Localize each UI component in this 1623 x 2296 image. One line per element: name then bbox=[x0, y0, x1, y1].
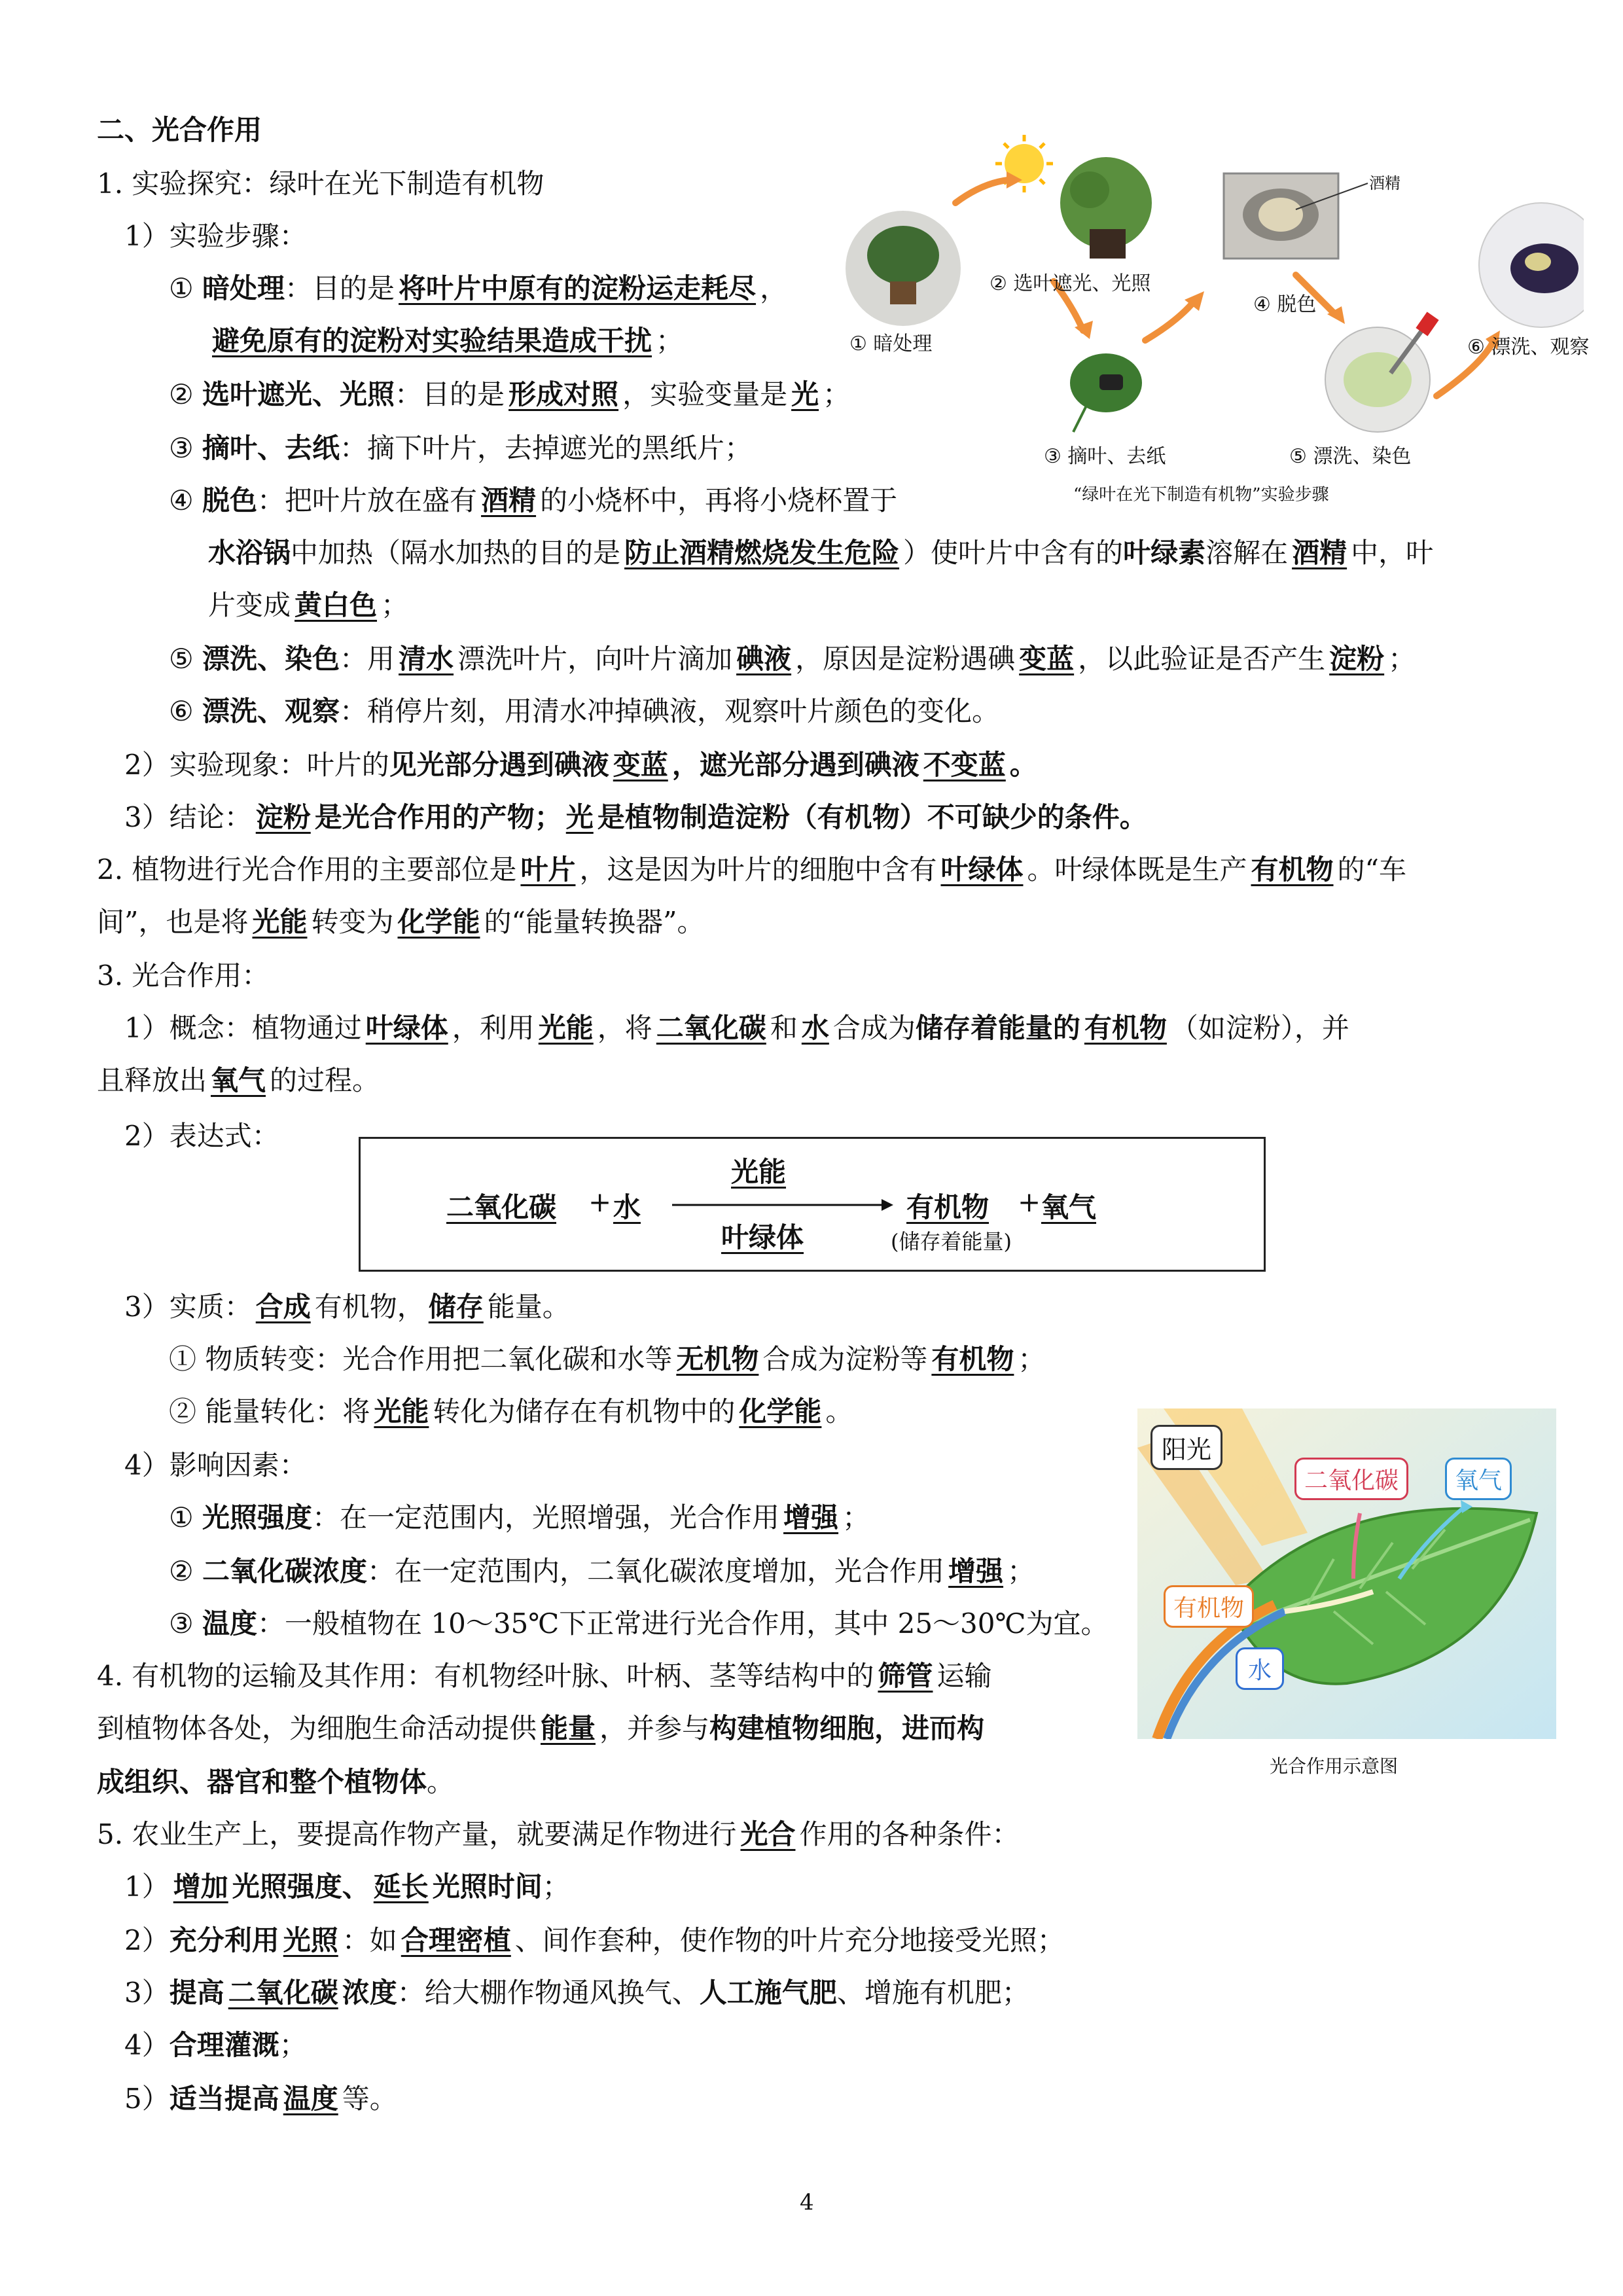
step-name: 脱色 bbox=[202, 484, 258, 516]
text: ：一般植物在 10～35℃下正常进行光合作用，其中 25～30℃为宜。 bbox=[257, 1607, 1109, 1640]
term: 充分利用 bbox=[169, 1924, 279, 1956]
steps-title: 1）实验步骤： bbox=[124, 220, 307, 252]
term: 合理灌溉 bbox=[169, 2029, 279, 2061]
answer: 叶绿体 bbox=[940, 853, 1024, 886]
text: ， bbox=[760, 272, 788, 304]
step-num: ④ bbox=[169, 484, 194, 516]
answer: 储存 bbox=[428, 1291, 484, 1323]
formula-plus: + bbox=[588, 1186, 612, 1218]
term: 光照强度、 bbox=[232, 1871, 370, 1903]
answer: 光能 bbox=[374, 1395, 429, 1427]
text: ：目的是 bbox=[395, 378, 505, 410]
text: ，以此验证是否产生 bbox=[1078, 643, 1326, 675]
conclusion bbox=[124, 797, 1147, 838]
formula-chloroplast: 叶绿体 bbox=[721, 1221, 804, 1253]
text: 且释放出 bbox=[97, 1064, 207, 1096]
photosynthesis-diagram bbox=[1137, 1408, 1556, 1749]
answer: 叶片 bbox=[520, 853, 576, 886]
num: 1） bbox=[124, 1871, 169, 1903]
answer: 水 bbox=[801, 1012, 829, 1044]
answer: 光能 bbox=[252, 906, 308, 938]
concept-line1 bbox=[124, 1008, 1349, 1049]
text: 等。 bbox=[342, 2083, 397, 2115]
num: 4） bbox=[124, 2029, 169, 2061]
term: 水浴锅 bbox=[208, 537, 291, 569]
step-num: ⑤ bbox=[169, 643, 194, 675]
organic-label: 有机物 bbox=[1164, 1585, 1254, 1628]
text: ② 能量转化：将 bbox=[169, 1395, 370, 1427]
term: 是光合作用的产物； bbox=[314, 801, 562, 833]
diagram1-label: ③ 摘叶、去纸 bbox=[1044, 445, 1166, 468]
water-label: 水 bbox=[1236, 1647, 1284, 1690]
text: 的“车 bbox=[1337, 853, 1406, 886]
formula-plus2: + bbox=[1018, 1186, 1041, 1218]
answer: 光 bbox=[565, 801, 594, 833]
answer: 变蓝 bbox=[1019, 643, 1075, 675]
text: ：给大棚作物通风换气、 bbox=[397, 1977, 700, 2009]
answer: 光 bbox=[791, 378, 819, 410]
text: ：在一定范围内，二氧化碳浓度增加，光合作用 bbox=[367, 1555, 945, 1587]
text: ； bbox=[279, 2029, 307, 2061]
answer: 酒精 bbox=[481, 484, 537, 516]
num: ① bbox=[169, 1501, 194, 1534]
text: ，利用 bbox=[452, 1012, 535, 1044]
text: 运输 bbox=[936, 1660, 992, 1692]
text: ，这是因为叶片的细胞中含有 bbox=[579, 853, 937, 886]
answer: 温度 bbox=[283, 2083, 338, 2115]
answer: 氧气 bbox=[211, 1064, 266, 1096]
text: 中，叶 bbox=[1351, 537, 1434, 569]
step-1 bbox=[169, 268, 787, 309]
text: 1）概念：植物通过 bbox=[124, 1012, 362, 1044]
diagram1-caption: “绿叶在光下制造有机物”实验步骤 bbox=[1073, 485, 1329, 505]
text: 合成为淀粉等 bbox=[762, 1343, 928, 1375]
answer: 化学能 bbox=[397, 906, 480, 938]
text: ； bbox=[1007, 1555, 1035, 1587]
answer: 增强 bbox=[783, 1501, 839, 1534]
s2-line2 bbox=[97, 902, 704, 942]
text: 、增施有机肥； bbox=[836, 1977, 1029, 2009]
text: 中加热（隔水加热的目的是 bbox=[291, 537, 621, 569]
text: ； bbox=[842, 1501, 870, 1534]
factors-title: 4）影响因素： bbox=[124, 1449, 307, 1481]
diagram1-label: ⑥ 漂洗、观察 bbox=[1467, 336, 1590, 359]
answer: 筛管 bbox=[878, 1660, 933, 1692]
text: ； bbox=[1388, 643, 1416, 675]
term: 人工施气肥 bbox=[699, 1977, 837, 2009]
text: ：目的是 bbox=[285, 272, 395, 304]
essence bbox=[124, 1287, 570, 1327]
text: 合成为 bbox=[832, 1012, 916, 1044]
step-1-cont bbox=[208, 321, 683, 361]
term: 浓度 bbox=[342, 1977, 397, 2009]
text: ； bbox=[656, 325, 684, 357]
answer: 增加 bbox=[173, 1871, 228, 1903]
term: 构建植物细胞，进而构 bbox=[709, 1712, 985, 1744]
s5-item-2 bbox=[124, 1920, 1065, 1961]
s1-title: 1. 实验探究：绿叶在光下制造有机物 bbox=[97, 168, 544, 200]
step-name: 摘叶、去纸 bbox=[202, 432, 340, 464]
expr-title: 2）表达式： bbox=[124, 1120, 279, 1152]
step-4-cont2 bbox=[208, 585, 408, 626]
text: （如淀粉），并 bbox=[1170, 1012, 1349, 1044]
term: 储存着能量的 bbox=[915, 1012, 1080, 1044]
answer: 合成 bbox=[255, 1291, 311, 1323]
formula-note: (储存着能量) bbox=[891, 1229, 1012, 1254]
text: 3）结论： bbox=[124, 801, 252, 833]
answer: 光照 bbox=[283, 1924, 338, 1956]
num: 2） bbox=[124, 1924, 169, 1956]
answer: 化学能 bbox=[739, 1395, 822, 1427]
text: 转变为 bbox=[311, 906, 394, 938]
formula-arrow bbox=[672, 1195, 895, 1215]
term: 光照时间 bbox=[432, 1871, 543, 1903]
s5-item-3 bbox=[124, 1973, 1029, 2013]
answer: 合理密植 bbox=[401, 1924, 511, 1956]
text: 。 bbox=[1009, 749, 1037, 781]
text: ，原因是淀粉遇碘 bbox=[795, 643, 1016, 675]
text: 能量。 bbox=[487, 1291, 570, 1323]
answer: 有机物 bbox=[931, 1343, 1014, 1375]
text: ① 物质转变：光合作用把二氧化碳和水等 bbox=[169, 1343, 673, 1375]
text: 、间作套种，使作物的叶片充分地接受光照； bbox=[514, 1924, 1065, 1956]
term: 是植物制造淀粉（有机物）不可缺少的条件。 bbox=[597, 801, 1147, 833]
term: 二氧化碳浓度 bbox=[202, 1555, 368, 1587]
answer: 淀粉 bbox=[255, 801, 311, 833]
s4-line3 bbox=[97, 1762, 454, 1803]
step-6 bbox=[169, 691, 999, 732]
text: ； bbox=[823, 378, 851, 410]
essence-1 bbox=[169, 1339, 1045, 1380]
text: 5. 农业生产上，要提高作物产量，就要满足作物进行 bbox=[97, 1818, 737, 1850]
formula-organic: 有机物 bbox=[906, 1191, 990, 1223]
text: ）使叶片中含有的 bbox=[903, 537, 1124, 569]
text: 。 bbox=[825, 1395, 853, 1427]
s2-line1 bbox=[97, 850, 1406, 890]
step-name: 漂洗、染色 bbox=[202, 643, 340, 675]
text: 片变成 bbox=[208, 589, 291, 621]
text: 2）实验现象：叶片的 bbox=[124, 749, 389, 781]
term: 见光部分遇到碘液 bbox=[389, 749, 609, 781]
answer: 无机物 bbox=[676, 1343, 759, 1375]
sunlight-label: 阳光 bbox=[1150, 1425, 1222, 1470]
text: 转化为储存在有机物中的 bbox=[433, 1395, 736, 1427]
s5-title bbox=[97, 1814, 1019, 1855]
text: 。叶绿体既是生产 bbox=[1027, 853, 1247, 886]
text: 和 bbox=[770, 1012, 798, 1044]
step-name: 漂洗、观察 bbox=[202, 695, 340, 727]
term: 光照强度 bbox=[202, 1501, 313, 1534]
text: 溶解在 bbox=[1205, 537, 1289, 569]
text: 4. 有机物的运输及其作用：有机物经叶脉、叶柄、茎等结构中的 bbox=[97, 1660, 874, 1692]
text: ：用 bbox=[340, 643, 395, 675]
step-2 bbox=[169, 374, 850, 415]
section-heading: 二、光合作用 bbox=[97, 114, 262, 146]
answer: 清水 bbox=[399, 643, 454, 675]
text: ，将 bbox=[597, 1012, 652, 1044]
diagram1-label: ④ 脱色 bbox=[1253, 293, 1317, 316]
concept-line2 bbox=[97, 1060, 380, 1101]
text: ：在一定范围内，光照增强，光合作用 bbox=[312, 1501, 780, 1534]
step-4 bbox=[169, 480, 897, 521]
answer: 二氧化碳 bbox=[228, 1977, 338, 2009]
num: 5） bbox=[124, 2083, 169, 2115]
term: ，遮光部分遇到碘液 bbox=[671, 749, 919, 781]
s4-line2 bbox=[97, 1708, 984, 1749]
step-name: 暗处理 bbox=[202, 272, 285, 304]
answer: 防止酒精燃烧发生危险 bbox=[624, 537, 900, 569]
text: 3）实质： bbox=[124, 1291, 252, 1323]
text: 有机物， bbox=[314, 1291, 425, 1323]
factor-1 bbox=[169, 1498, 870, 1538]
diagram2-caption: 光合作用示意图 bbox=[1270, 1755, 1399, 1777]
num: 3） bbox=[124, 1977, 169, 2009]
s5-item-4 bbox=[124, 2025, 307, 2066]
essence-2 bbox=[169, 1391, 853, 1432]
answer: 延长 bbox=[373, 1871, 429, 1903]
answer: 形成对照 bbox=[508, 378, 619, 410]
answer: 变蓝 bbox=[613, 749, 668, 781]
formula-oxygen: 氧气 bbox=[1041, 1191, 1097, 1223]
text: 到植物体各处，为细胞生命活动提供 bbox=[97, 1712, 537, 1744]
s4-line1 bbox=[97, 1656, 991, 1696]
page-number: 4 bbox=[800, 2189, 814, 2215]
step-num: ② bbox=[169, 378, 194, 410]
answer: 避免原有的淀粉对实验结果造成干扰 bbox=[212, 325, 652, 357]
text: ，实验变量是 bbox=[622, 378, 788, 410]
text: ：把叶片放在盛有 bbox=[257, 484, 478, 516]
answer: 酒精 bbox=[1292, 537, 1347, 569]
term: 温度 bbox=[202, 1607, 258, 1640]
answer: 有机物 bbox=[1251, 853, 1334, 886]
factor-2 bbox=[169, 1551, 1035, 1592]
answer: 淀粉 bbox=[1329, 643, 1385, 675]
s5-item-1 bbox=[124, 1867, 570, 1907]
step-3 bbox=[169, 428, 752, 469]
answer: 光合 bbox=[740, 1818, 796, 1850]
experiment-illustration bbox=[838, 131, 1584, 511]
alcohol-label: 酒精 bbox=[1369, 174, 1400, 192]
term: 提高 bbox=[169, 1977, 224, 2009]
step-name: 选叶遮光、光照 bbox=[202, 378, 395, 410]
diagram1-label: ② 选叶遮光、光照 bbox=[990, 272, 1151, 295]
text: 漂洗叶片，向叶片滴加 bbox=[457, 643, 733, 675]
text: ，并参与 bbox=[599, 1712, 710, 1744]
answer: 碘液 bbox=[736, 643, 792, 675]
text: ：稍停片刻，用清水冲掉碘液，观察叶片颜色的变化。 bbox=[340, 695, 1000, 727]
step-num: ③ bbox=[169, 432, 194, 464]
oxygen-label: 氧气 bbox=[1445, 1458, 1512, 1500]
formula-box bbox=[359, 1137, 1266, 1272]
step-5 bbox=[169, 639, 1416, 679]
text: 的过程。 bbox=[270, 1064, 380, 1096]
text: 。 bbox=[427, 1766, 455, 1798]
answer: 将叶片中原有的淀粉运走耗尽 bbox=[399, 272, 757, 304]
diagram1-label: ⑤ 漂洗、染色 bbox=[1289, 445, 1412, 468]
diagram1-label: ① 暗处理 bbox=[849, 332, 933, 355]
text: 的“能量转换器”。 bbox=[484, 906, 705, 938]
answer: 光能 bbox=[538, 1012, 594, 1044]
formula-co2: 二氧化碳 bbox=[446, 1191, 557, 1223]
step-4-cont bbox=[208, 533, 1433, 573]
answer: 能量 bbox=[541, 1712, 596, 1744]
text: 间”，也是将 bbox=[97, 906, 249, 938]
factor-3 bbox=[169, 1604, 1108, 1644]
step-num: ⑥ bbox=[169, 695, 194, 727]
term: 适当提高 bbox=[169, 2083, 279, 2115]
experiment-steps-diagram bbox=[838, 131, 1590, 511]
num: ③ bbox=[169, 1607, 194, 1640]
step-num: ① bbox=[169, 272, 194, 304]
text: ：如 bbox=[342, 1924, 397, 1956]
term: 成组织、器官和整个植物体 bbox=[97, 1766, 427, 1798]
num: ② bbox=[169, 1555, 194, 1587]
s5-item-5 bbox=[124, 2079, 397, 2119]
answer: 黄白色 bbox=[294, 589, 378, 621]
text: 作用的各种条件： bbox=[799, 1818, 1020, 1850]
text: 的小烧杯中，再将小烧杯置于 bbox=[540, 484, 898, 516]
text: ； bbox=[381, 589, 409, 621]
answer: 不变蓝 bbox=[923, 749, 1006, 781]
s3-title: 3. 光合作用： bbox=[97, 960, 270, 992]
text: ：摘下叶片，去掉遮光的黑纸片； bbox=[340, 432, 753, 464]
answer: 有机物 bbox=[1084, 1012, 1167, 1044]
text: 2. 植物进行光合作用的主要部位是 bbox=[97, 853, 517, 886]
text: ； bbox=[542, 1871, 570, 1903]
answer: 叶绿体 bbox=[365, 1012, 448, 1044]
answer: 增强 bbox=[948, 1555, 1004, 1587]
answer: 二氧化碳 bbox=[656, 1012, 766, 1044]
term: 叶绿素 bbox=[1123, 537, 1206, 569]
phenomenon bbox=[124, 745, 1037, 785]
formula-light: 光能 bbox=[731, 1156, 787, 1188]
formula-water: 水 bbox=[613, 1191, 641, 1223]
co2-label: 二氧化碳 bbox=[1294, 1458, 1408, 1500]
text: ； bbox=[1018, 1343, 1046, 1375]
